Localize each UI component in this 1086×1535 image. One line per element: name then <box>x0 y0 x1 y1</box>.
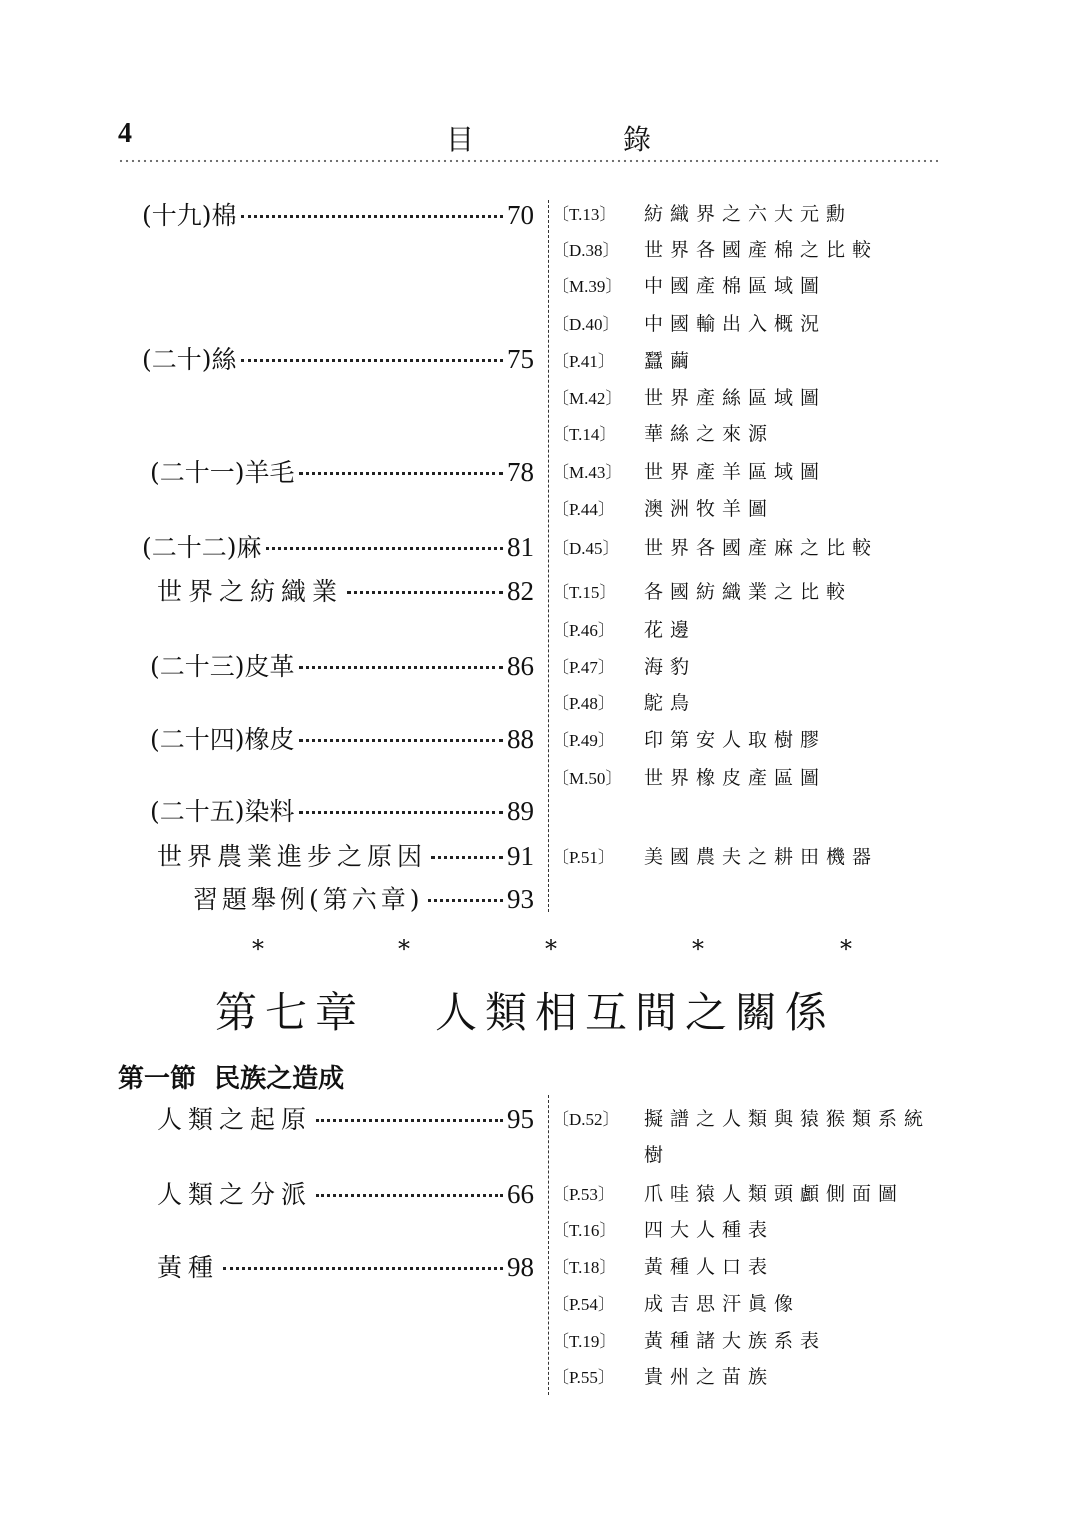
chapter-title: 人類相互間之關係 <box>435 988 836 1037</box>
dot-leader <box>241 359 503 362</box>
figure-caption: 海豹 <box>644 656 697 678</box>
entry-title: (二十三)皮革 <box>150 652 295 681</box>
page-number: 4 <box>118 118 132 149</box>
figure-code: 〔M.43〕 <box>552 463 623 482</box>
figure-code: 〔T.14〕 <box>552 425 617 444</box>
figure-caption: 黃種諸大族系表 <box>644 1330 827 1352</box>
figure-code: 〔M.50〕 <box>552 769 623 788</box>
entry-page: 81 <box>507 532 534 562</box>
column-divider <box>548 200 549 912</box>
toc-entry <box>157 837 534 873</box>
entry-page: 88 <box>507 724 534 754</box>
asterisk: * <box>840 935 852 963</box>
figure-caption: 中國產棉區域圖 <box>644 275 827 297</box>
figure-caption: 世界橡皮產區圖 <box>644 767 827 789</box>
chapter-number: 第七章 <box>215 988 366 1037</box>
entry-page: 89 <box>507 796 534 826</box>
figure-code: 〔P.54〕 <box>552 1295 615 1314</box>
entry-page: 95 <box>507 1104 534 1134</box>
figure-caption: 印第安人取樹膠 <box>644 729 827 751</box>
entry-page: 70 <box>507 200 534 230</box>
entry-title: 世界農業進步之原因 <box>157 842 428 871</box>
figure-caption: 世界產絲區域圖 <box>644 387 827 409</box>
figure-code: 〔D.40〕 <box>552 315 620 334</box>
figure-caption: 澳洲牧羊圖 <box>644 498 775 520</box>
figure-caption: 紡織界之六大元勳 <box>644 203 853 225</box>
entry-title: (十九)棉 <box>142 201 237 230</box>
figure-code: 〔P.55〕 <box>552 1368 615 1387</box>
header-rule <box>118 158 938 164</box>
dot-leader <box>299 811 503 814</box>
figure-code: 〔P.44〕 <box>552 500 615 519</box>
figure-caption: 四大人種表 <box>644 1219 775 1241</box>
figure-caption: 世界產羊區域圖 <box>644 461 827 483</box>
entry-title: (二十二)麻 <box>142 533 262 562</box>
figure-code: 〔P.51〕 <box>552 848 615 867</box>
figure-caption: 貴州之苗族 <box>644 1366 775 1388</box>
dot-leader <box>299 472 503 475</box>
entry-title: (二十一)羊毛 <box>150 458 295 487</box>
dot-leader <box>223 1267 503 1270</box>
chapter-heading <box>215 980 835 1040</box>
toc-entry <box>157 1100 534 1136</box>
figure-caption: 黃種人口表 <box>644 1256 775 1278</box>
page-header <box>118 118 938 154</box>
figure-caption: 各國紡織業之比較 <box>644 581 853 603</box>
figure-code: 〔T.15〕 <box>552 583 617 602</box>
entry-page: 93 <box>507 884 534 914</box>
figure-caption: 擬譜之人類與猿猴類系統 <box>644 1108 931 1130</box>
toc-entry <box>142 196 534 232</box>
dot-leader <box>299 666 503 669</box>
dot-leader <box>241 215 503 218</box>
entry-title: (二十)絲 <box>142 345 237 374</box>
entry-page: 66 <box>507 1179 534 1209</box>
figure-code: 〔P.46〕 <box>552 621 615 640</box>
entry-page: 91 <box>507 841 534 871</box>
dot-leader <box>347 591 503 594</box>
dot-leader <box>316 1194 503 1197</box>
running-title-part2: 錄 <box>623 123 652 156</box>
dot-leader <box>316 1119 503 1122</box>
entry-title: (二十五)染料 <box>150 797 295 826</box>
section-separator <box>0 935 1086 965</box>
figure-caption: 華絲之來源 <box>644 423 775 445</box>
entry-title: 人類之分派 <box>157 1180 313 1209</box>
figure-caption: 爪哇猿人類頭顱側面圖 <box>644 1183 905 1205</box>
figure-caption: 花邊 <box>644 619 697 641</box>
section-heading <box>118 1058 344 1095</box>
figure-caption: 世界各國產麻之比較 <box>644 537 879 559</box>
toc-entry <box>142 340 534 376</box>
entry-page: 82 <box>507 576 534 606</box>
figure-code: 〔P.47〕 <box>552 658 615 677</box>
toc-entry <box>150 720 534 756</box>
figure-code: 〔T.16〕 <box>552 1221 617 1240</box>
running-title-part1: 目 <box>446 123 475 156</box>
toc-entry <box>157 1175 534 1211</box>
figure-caption: 蠶繭 <box>644 350 697 372</box>
entry-page: 78 <box>507 457 534 487</box>
asterisk: * <box>398 935 410 963</box>
dot-leader <box>266 547 503 550</box>
toc-entry <box>193 880 534 916</box>
figure-caption: 美國農夫之耕田機器 <box>644 846 879 868</box>
figure-code: 〔P.41〕 <box>552 352 615 371</box>
entry-page: 86 <box>507 651 534 681</box>
figure-caption: 中國輸出入概況 <box>644 313 827 335</box>
toc-entry <box>142 528 534 564</box>
asterisk: * <box>692 935 704 963</box>
figure-code: 〔T.18〕 <box>552 1258 617 1277</box>
figure-code: 〔T.19〕 <box>552 1332 617 1351</box>
figure-caption: 世界各國產棉之比較 <box>644 239 879 261</box>
toc-entry <box>150 453 534 489</box>
dot-leader <box>428 899 503 902</box>
figure-code: 〔P.53〕 <box>552 1185 615 1204</box>
dot-leader <box>431 856 503 859</box>
figure-code: 〔P.49〕 <box>552 731 615 750</box>
entry-title: 習題舉例(第六章) <box>193 885 424 914</box>
dot-leader <box>299 739 503 742</box>
figure-code: 〔D.38〕 <box>552 241 620 260</box>
figure-code: 〔M.39〕 <box>552 277 623 296</box>
entry-page: 98 <box>507 1252 534 1282</box>
entry-title: 人類之起原 <box>157 1105 313 1134</box>
entry-page: 75 <box>507 344 534 374</box>
column-divider-2 <box>548 1095 549 1395</box>
asterisk: * <box>545 935 557 963</box>
figure-code: 〔P.48〕 <box>552 694 615 713</box>
toc-entry <box>150 792 534 828</box>
figure-code: 〔M.42〕 <box>552 389 623 408</box>
figure-caption: 鴕鳥 <box>644 692 697 714</box>
figure-caption-continued: 樹 <box>644 1144 671 1166</box>
section-number: 第一節 <box>118 1064 197 1094</box>
entry-title: 世界之紡織業 <box>157 577 344 606</box>
asterisk: * <box>252 935 264 963</box>
entry-title: (二十四)橡皮 <box>150 725 295 754</box>
toc-entry <box>157 572 534 608</box>
section-title: 民族之造成 <box>214 1064 345 1094</box>
entry-title: 黃種 <box>157 1253 220 1282</box>
toc-entry <box>157 1248 534 1284</box>
figure-code: 〔D.45〕 <box>552 539 620 558</box>
figure-code: 〔T.13〕 <box>552 205 617 224</box>
toc-entry <box>150 647 534 683</box>
figure-caption: 成吉思汗眞像 <box>644 1293 801 1315</box>
figure-code: 〔D.52〕 <box>552 1110 620 1129</box>
